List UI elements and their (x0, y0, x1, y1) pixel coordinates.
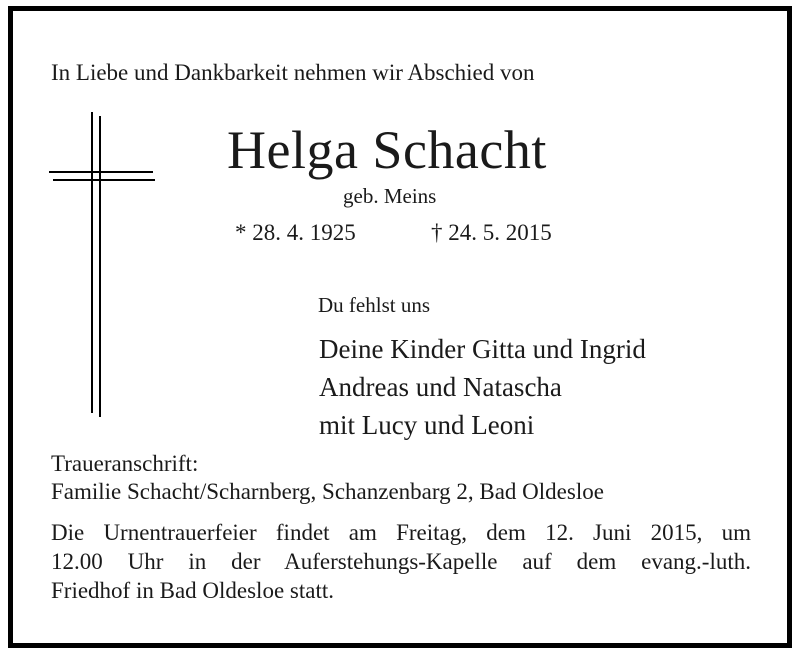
cross-horizontal-line-bottom (53, 179, 155, 181)
deceased-name: Helga Schacht (227, 120, 547, 180)
cross-vertical-line-right (99, 116, 101, 417)
notice-line: 12.00 Uhr in der Auferstehungs-Kapelle auf dem evang.-luth. (51, 549, 751, 574)
cross-vertical-line-left (91, 112, 93, 413)
notice-line: Friedhof in Bad Oldesloe statt. (51, 578, 334, 603)
notice-line: Die Urnentrauerfeier findet am Freitag, dem 12. Juni 2015, um (51, 520, 751, 545)
maiden-name: geb. Meins (343, 184, 437, 208)
farewell-message: Du fehlst uns (318, 293, 430, 317)
intro-text: In Liebe und Dankbarkeit nehmen wir Abschied von (51, 60, 535, 85)
cross-horizontal-line-top (49, 171, 153, 173)
death-date: † 24. 5. 2015 (431, 220, 552, 245)
address-text: Familie Schacht/Scharnberg, Schanzenbarg 2, Bad Oldesloe (51, 479, 604, 504)
funeral-notice (51, 518, 751, 605)
family-line: Deine Kinder Gitta und Ingrid (319, 334, 646, 364)
family-line: Andreas und Natascha (319, 372, 562, 402)
address-label: Traueranschrift: (51, 451, 199, 476)
obituary-frame (8, 6, 792, 648)
birth-date: * 28. 4. 1925 (235, 220, 356, 245)
family-line: mit Lucy und Leoni (319, 410, 535, 440)
